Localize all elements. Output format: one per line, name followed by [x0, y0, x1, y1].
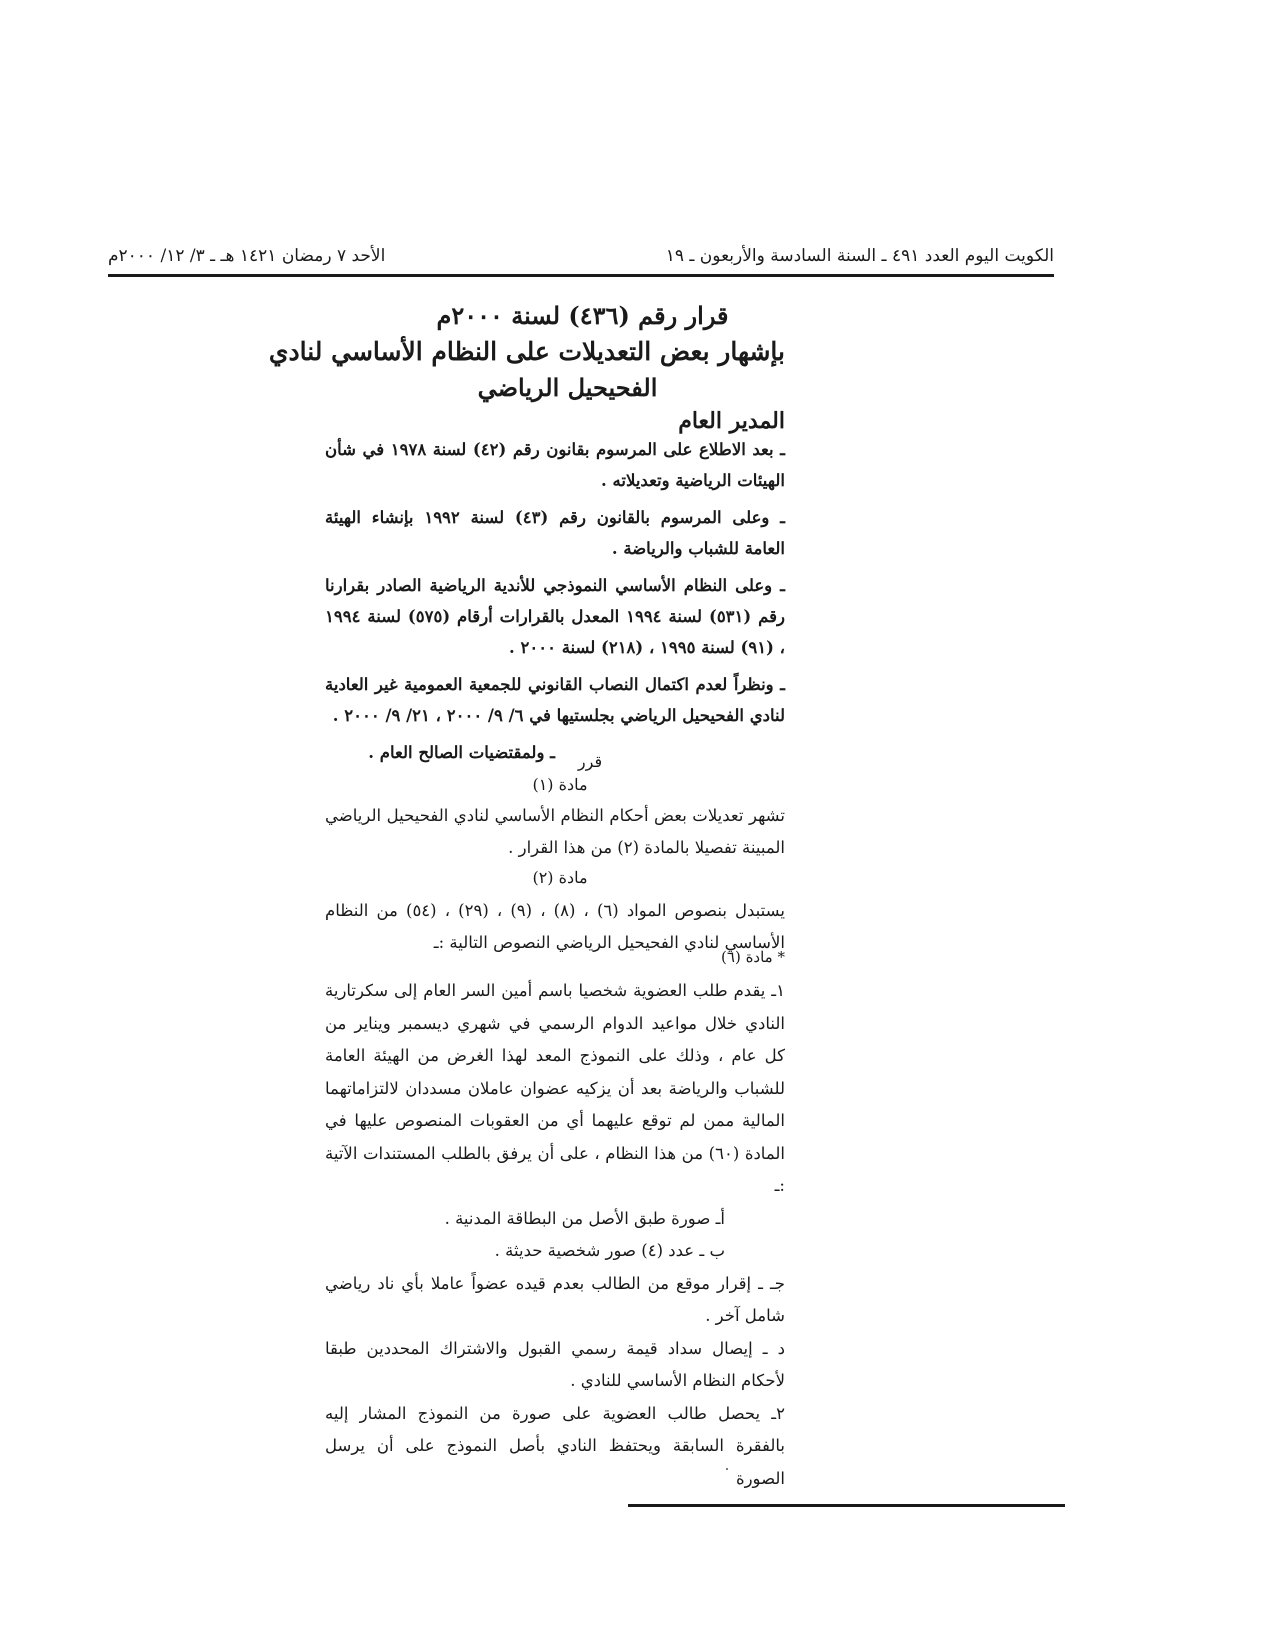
publication-info: الكويت اليوم العدد ٤٩١ ـ السنة السادسة والأربعون ـ ١٩ [665, 246, 1054, 266]
issuer-title: المدير العام [678, 408, 785, 434]
issue-date: الأحد ٧ رمضان ١٤٢١ هـ ـ ٣/ ١٢/ ٢٠٠٠م [108, 246, 386, 266]
decision-number: قرار رقم (٤٣٦) لسنة ٢٠٠٠م [436, 301, 729, 330]
list-item: أـ صورة طبق الأصل من البطاقة المدنية . [444, 1208, 725, 1228]
article-1-text [325, 800, 785, 864]
club-name: الفحيحيل الرياضي [477, 373, 658, 402]
decided-heading: قرر [577, 752, 603, 771]
article-6-paragraph-1: ١ـ يقدم طلب العضوية شخصيا باسم أمين السر العام إلى سكرتارية النادي خلال مواعيد الدوام الرسمي في شهري ديسمبر ويناير من كل عام ، وذلك على النموذج المعد لهذا الغرض من الهيئة العامة للشباب والرياضة بعد أن يزكيه عضوان عاملان مسددان لالتزاماتهما المالية ممن لم توقع عليهما أي من العقوبات المنصوص عليها في المادة (٦٠) من هذا النظام ، على أن يرفق بالطلب المستندات الآتية :ـ [325, 981, 785, 1195]
article-1-body: تشهر تعديلات بعض أحكام النظام الأساسي لنادي الفحيحيل الرياضي المبينة تفصيلا بالمادة (٢) من هذا القرار . [325, 806, 785, 857]
preamble [325, 434, 785, 774]
required-documents-list [325, 1203, 785, 1268]
article-2-body: يستبدل بنصوص المواد (٦) ، (٨) ، (٩) ، (٢٩) ، (٥٤) من النظام الأساسي لنادي الفحيحيل الرياضي النصوص التالية :ـ [325, 901, 785, 952]
list-item: جـ ـ إقرار موقع من الطالب بعدم قيده عضواً عاملا بأي ناد رياضي شامل آخر . [325, 1273, 785, 1325]
preamble-clause: ـ وعلى المرسوم بالقانون رقم (٤٣) لسنة ١٩٩٢ بإنشاء الهيئة العامة للشباب والرياضة . [325, 508, 786, 558]
preamble-clause: ـ بعد الاطلاع على المرسوم بقانون رقم (٤٢) لسنة ١٩٧٨ في شأن الهيئات الرياضية وتعديلاته . [325, 440, 785, 490]
list-item: ب ـ عدد (٤) صور شخصية حديثة . [494, 1241, 725, 1260]
article-6-paragraph-2: ٢ـ يحصل طالب العضوية على صورة من النموذج المشار إليه بالفقرة السابقة ويحتفظ النادي بأصل النموذج على أن يرسل الصورة [325, 1403, 785, 1488]
article-2-heading: مادة (٢) [532, 868, 588, 887]
preamble-clause: ـ ونظراً لعدم اكتمال النصاب القانوني للجمعية العمومية غير العادية لنادي الفحيحيل الرياضي بجلستيها في ٦/ ٩/ ٢٠٠٠ ، ٢١/ ٩/ ٢٠٠٠ . [325, 675, 785, 725]
footer-rule [628, 1504, 1065, 1507]
preamble-clause: ـ وعلى النظام الأساسي النموذجي للأندية الرياضية الصادر بقرارنا رقم (٥٣١) لسنة ١٩٩٤ المعدل بالقرارات أرقام (٥٧٥) لسنة ١٩٩٤ ، (٩١) لسنة ١٩٩٥ ، (٢١٨) لسنة ٢٠٠٠ . [325, 576, 785, 657]
page-header [108, 240, 1054, 277]
decision-subject: بإشهار بعض التعديلات على النظام الأساسي لنادي [268, 337, 785, 366]
article-1-heading: مادة (١) [532, 775, 588, 794]
amended-article-6-heading: * مادة (٦) [721, 948, 785, 966]
list-item: د ـ إيصال سداد قيمة رسمي القبول والاشتراك المحددين طبقا لأحكام النظام الأساسي للنادي . [325, 1338, 785, 1390]
amended-article-6-body [325, 975, 785, 1495]
scan-speck [726, 1468, 728, 1470]
preamble-clause: ـ ولمقتضيات الصالح العام . [368, 743, 555, 762]
decision-title [268, 298, 785, 406]
